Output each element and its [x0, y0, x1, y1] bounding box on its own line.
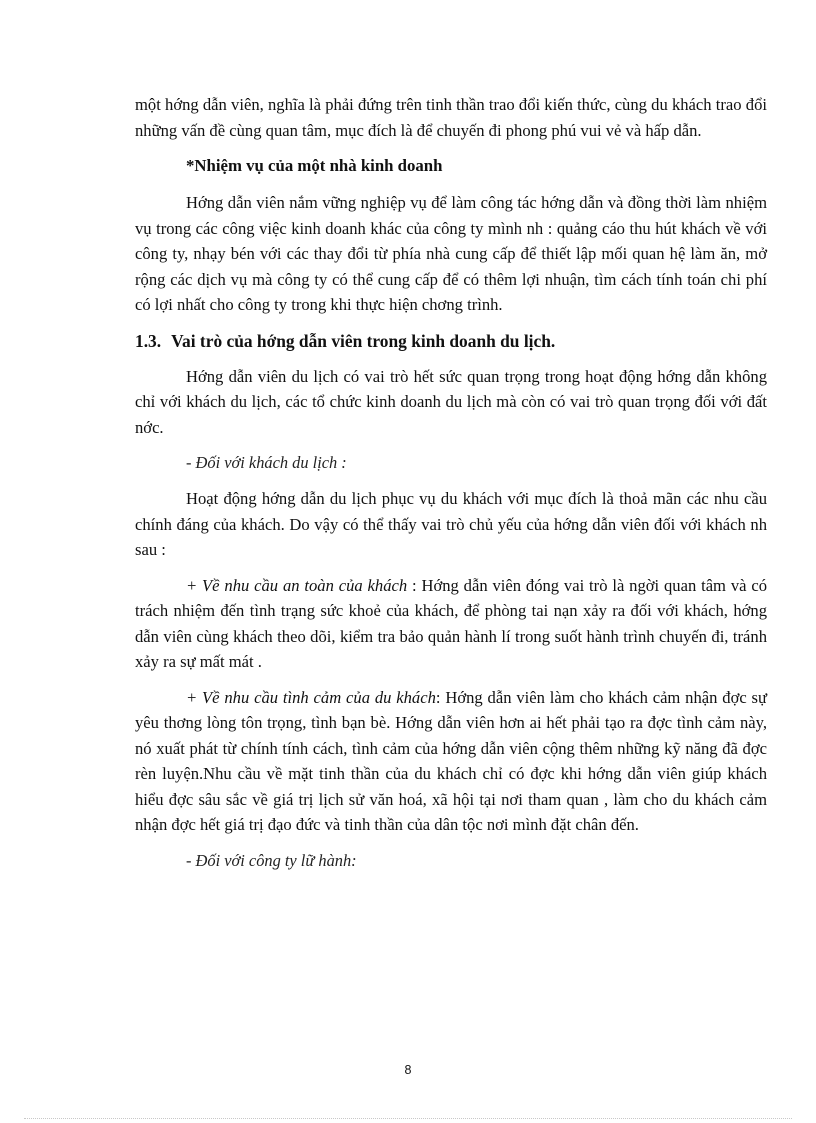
emotional-needs-label: + Về nhu cầu tình cảm của du khách [186, 687, 436, 707]
section-heading [135, 328, 767, 354]
safety-needs-text: : Hớng dẫn viên đóng vai trò là ngời quan tâm và có trách nhiệm đến tình trạng sức khoẻ của khách, để phòng tai nạn xảy ra đối với khách, hớng dẫn viên cùng khách theo dõi, kiểm tra bảo quản hành lí trong suốt hành trình chuyến đi, tránh xảy ra sự mất mát . [135, 575, 767, 671]
paragraph-safety-needs [135, 573, 767, 675]
subheading-tourists: - Đối với khách du lịch : [186, 453, 347, 472]
section-title: Vai trò của hớng dẫn viên trong kinh doanh du lịch. [171, 330, 556, 351]
paragraph-emotional-needs [135, 685, 767, 838]
subheading-travel-companies: - Đối với công ty lữ hành: [186, 850, 357, 870]
heading-business-tasks: *Nhiệm vụ của một nhà kinh doanh [186, 156, 443, 175]
section-number: 1.3. [135, 330, 162, 351]
paragraph-guiding-activity: Hoạt động hớng dẫn du lịch phục vụ du khách với mục đích là thoả mãn các nhu cầu chính đáng của khách. Do vậy có thể thấy vai trò chủ yếu của hớng dẫn viên đối với khách nh sau : [135, 489, 767, 559]
paragraph-business-tasks: Hớng dẫn viên nắm vững nghiệp vụ để làm công tác hớng dẫn và đồng thời làm nhiệm vụ trong các công việc kinh doanh khác của công ty mình nh : quảng cáo thu hút khách về với công ty, nhạy bén với các thay đổi từ phía nhà cung cấp để thiết lập mối quan hệ làm ăn, mở rộng các dịch vụ mà công ty có thể cung cấp để có thêm lợi nhuận, tìm cách tính toán chi phí có lợi nhất cho công ty trong khi thực hiện chơng trình. [135, 193, 767, 314]
paragraph-intro: một hớng dẫn viên, nghĩa là phải đứng trên tinh thần trao đổi kiến thức, cùng du khách trao đổi những vấn đề cùng quan tâm, mục đích là để chuyến đi phong phú vui vẻ và hấp dẫn. [135, 95, 767, 140]
page-body [135, 92, 767, 884]
paragraph-guide-role: Hớng dẫn viên du lịch có vai trò hết sức quan trọng trong hoạt động hớng dẫn không chỉ với khách du lịch, các tổ chức kinh doanh du lịch mà còn có vai trò quan trọng đối với đất nớc. [135, 366, 767, 437]
page-bottom-divider [24, 1118, 792, 1119]
emotional-needs-text: : Hớng dẫn viên làm cho khách cảm nhận đợc sự yêu thơng lòng tôn trọng, tình bạn bè. Hớng dẫn viên hơn ai hết phải tạo ra đợc tình cảm này, nó xuất phát từ chính tính cách, tình cảm của hớng dẫn viên cộng thêm những kỹ năng đã đợc rèn luyện.Nhu cầu về mặt tinh thần của du khách chỉ có đợc khi hớng dẫn viên giúp khách hiểu đợc sâu sắc về giá trị lịch sử văn hoá, xã hội tại nơi tham quan , làm cho du khách cảm nhận đợc hết giá trị đạo đức và tinh thần của dân tộc nơi mình đặt chân đến. [135, 687, 768, 834]
page-number: 8 [404, 1063, 412, 1077]
safety-needs-label: + Về nhu cầu an toàn của khách [186, 575, 408, 595]
